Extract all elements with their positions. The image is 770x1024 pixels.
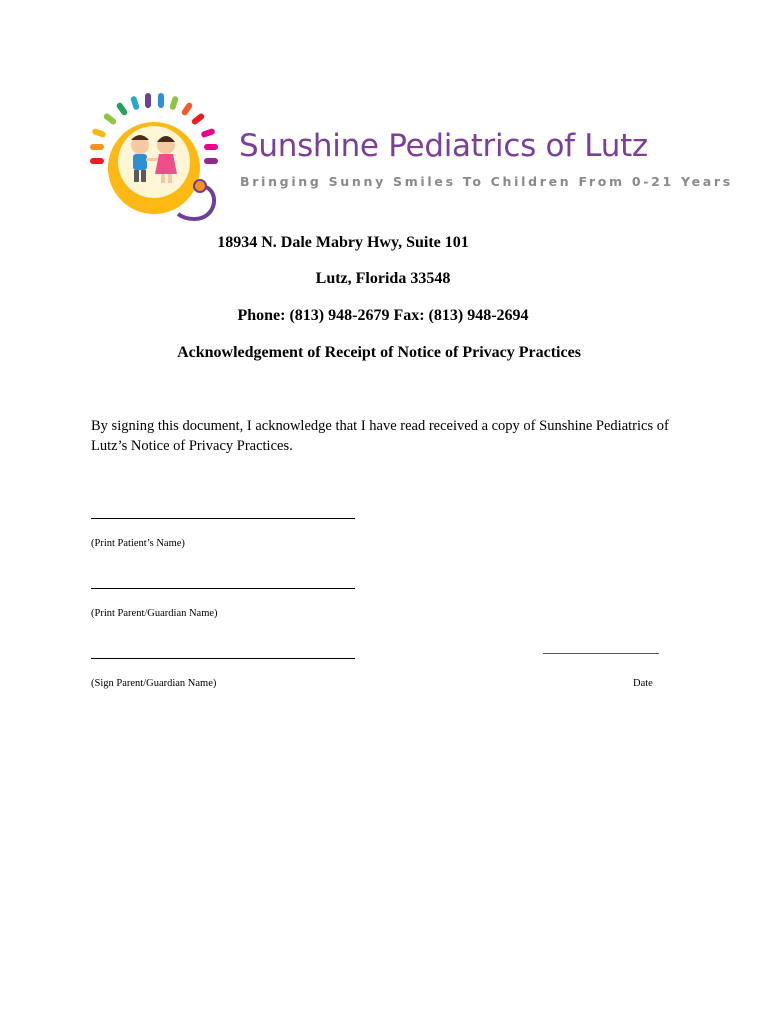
- patient-name-line[interactable]: [91, 518, 355, 519]
- acknowledgement-paragraph: By signing this document, I acknowledge that I have read received a copy of Sunshine Pediatrics of Lutz’s Notice of Privacy Practices.: [91, 418, 669, 454]
- sun-children-stethoscope-icon: [82, 90, 232, 230]
- date-label: Date: [633, 678, 653, 689]
- address-line-1: 18934 N. Dale Mabry Hwy, Suite 101: [217, 234, 469, 251]
- address-line-2: Lutz, Florida 33548: [315, 270, 451, 287]
- practice-tagline: Bringing Sunny Smiles To Children From 0-21 Years: [240, 174, 733, 189]
- patient-name-label: (Print Patient’s Name): [91, 538, 185, 549]
- parent-name-label: (Print Parent/Guardian Name): [91, 608, 218, 619]
- parent-name-line[interactable]: [91, 588, 355, 589]
- practice-name-wordmark: Sunshine Pediatrics of Lutz: [239, 128, 648, 164]
- phone-fax-line: Phone: (813) 948-2679 Fax: (813) 948-2694: [237, 307, 529, 324]
- date-line[interactable]: [543, 653, 659, 654]
- parent-signature-label: (Sign Parent/Guardian Name): [91, 678, 217, 689]
- practice-logo: [82, 90, 733, 230]
- parent-signature-line[interactable]: [91, 658, 355, 659]
- document-title: Acknowledgement of Receipt of Notice of Privacy Practices: [177, 344, 581, 361]
